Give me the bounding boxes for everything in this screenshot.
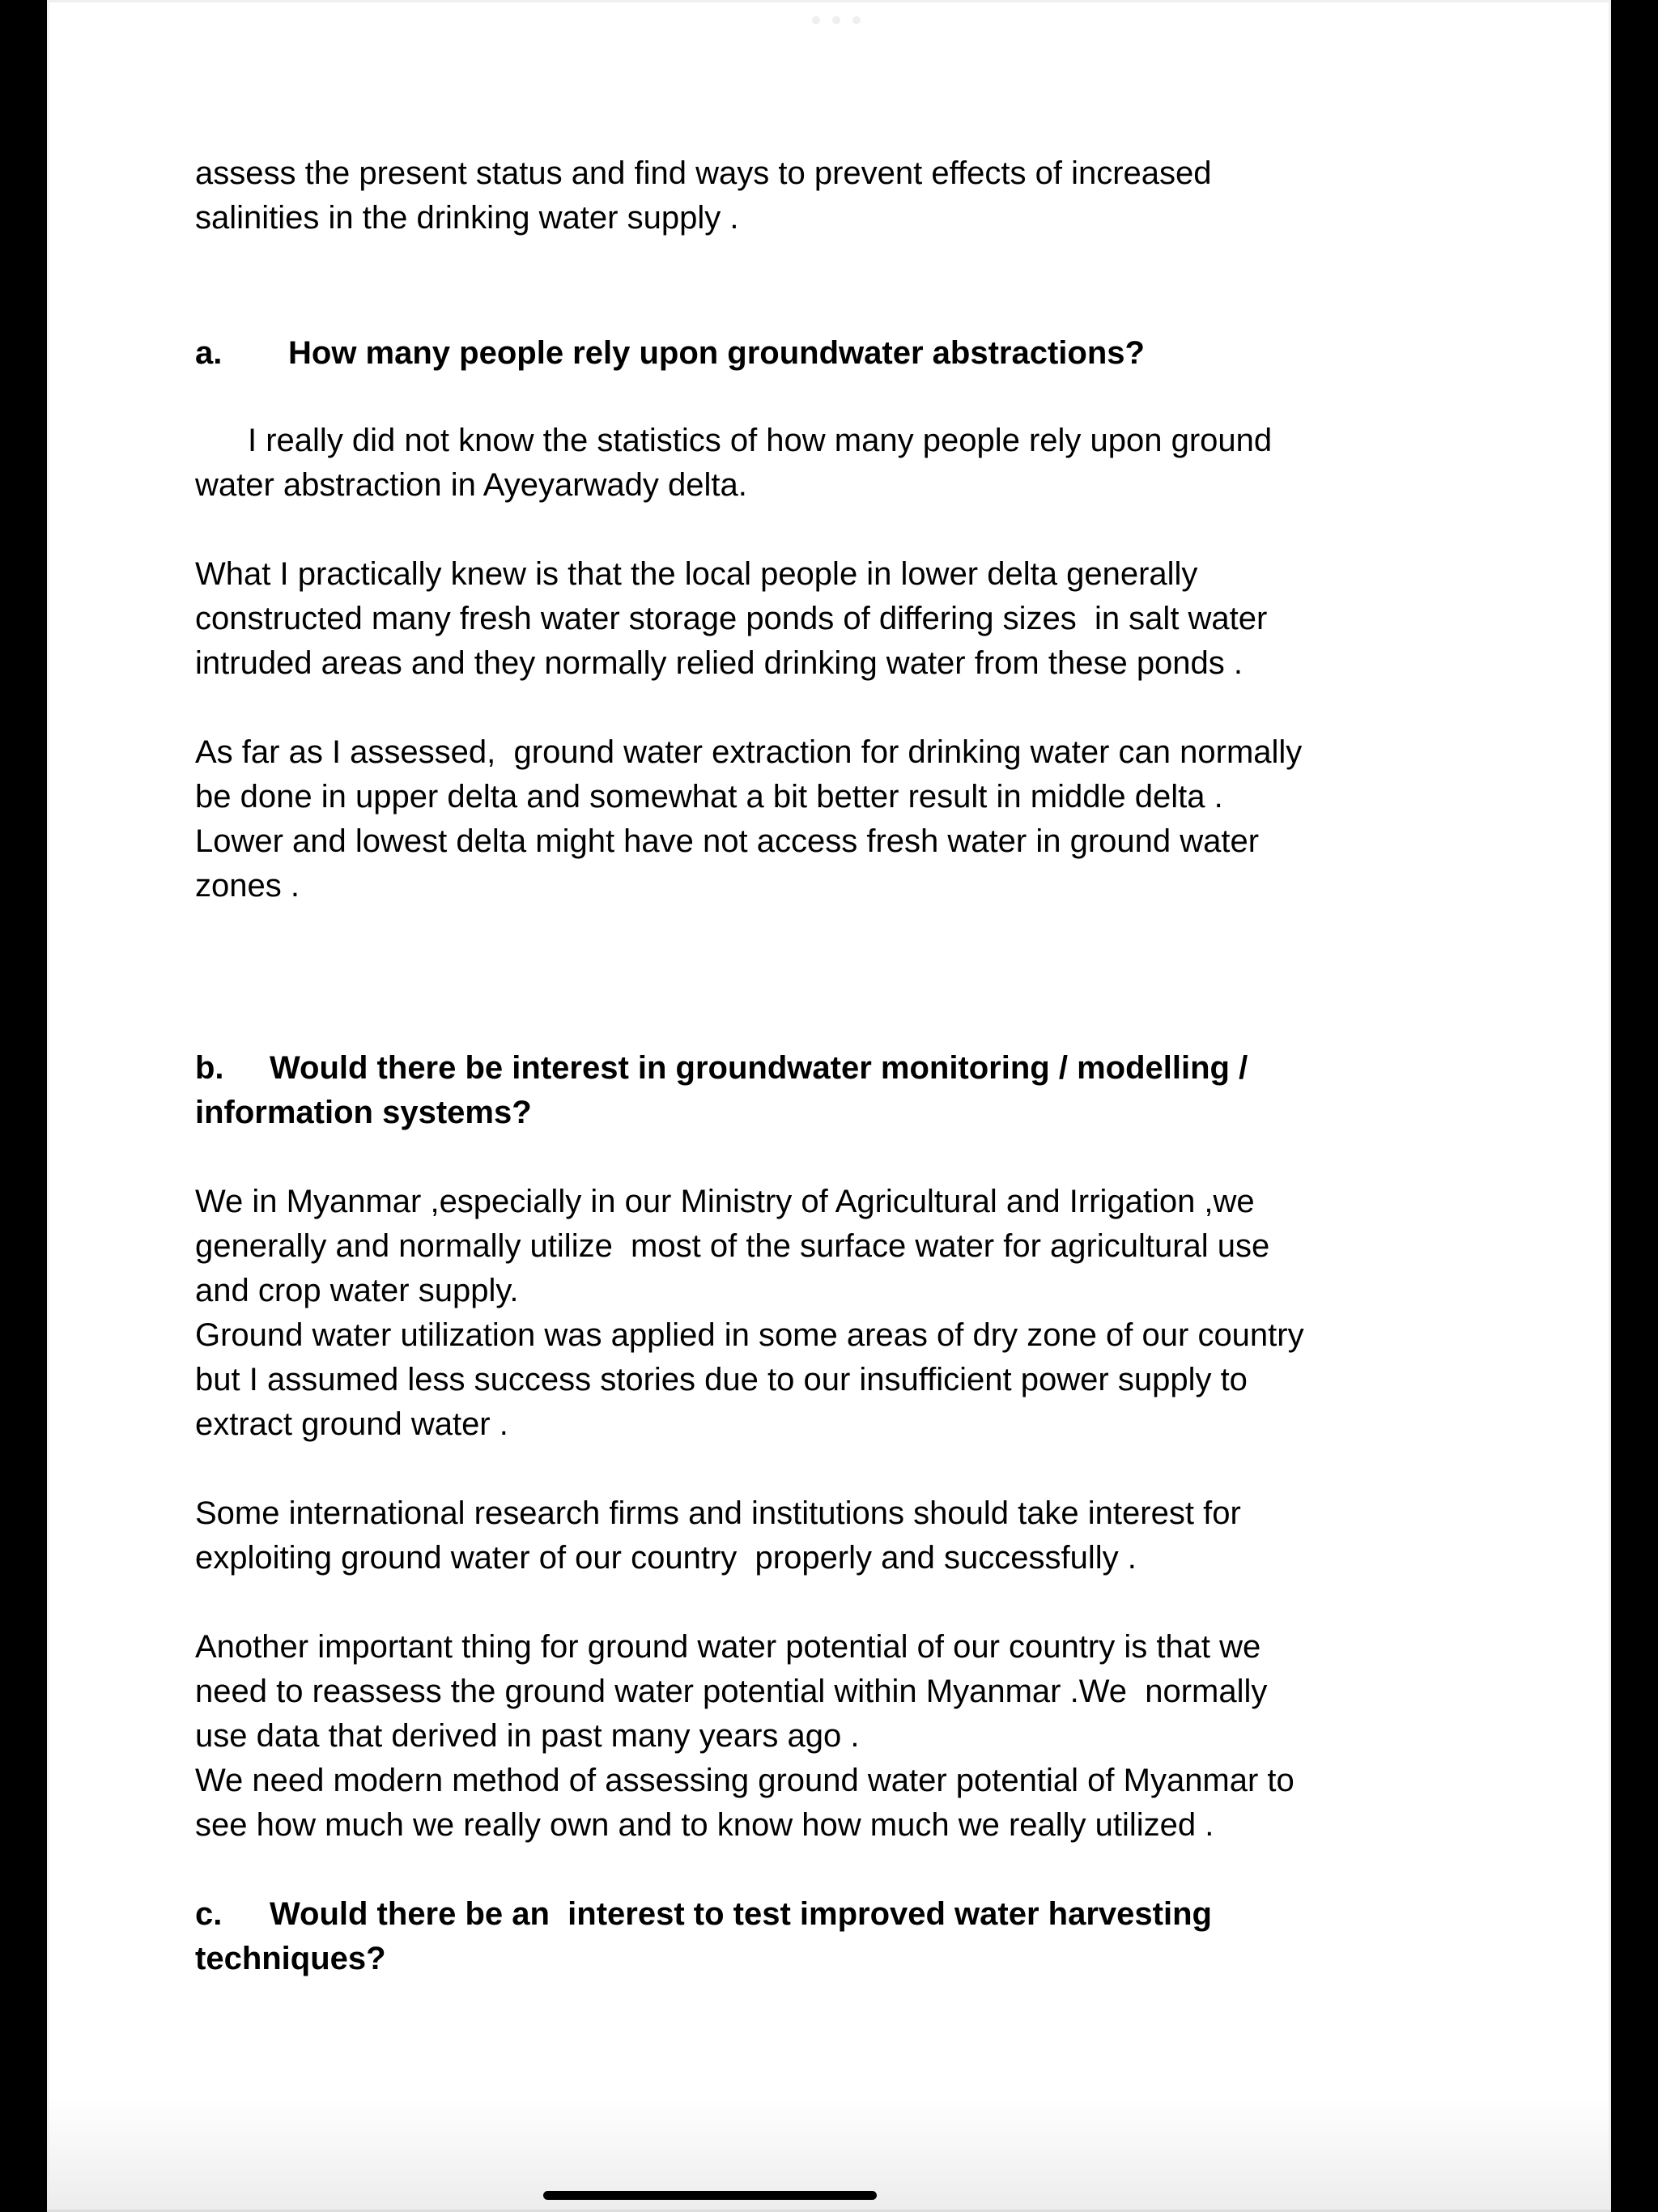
handle-dot-icon bbox=[812, 16, 820, 24]
section-a-heading bbox=[195, 331, 1588, 376]
handle-dot-icon bbox=[832, 16, 840, 24]
text-line: We need modern method of assessing ground water potential of Myanmar to bbox=[195, 1763, 1295, 1798]
text-line: exploiting ground water of our country properly and successfully . bbox=[195, 1540, 1137, 1576]
top-edge bbox=[47, 0, 1611, 2]
text-line: Some international research firms and institutions should take interest for bbox=[195, 1495, 1241, 1531]
multitasking-handle[interactable] bbox=[812, 16, 861, 24]
section-a-paragraph-2 bbox=[195, 552, 1588, 686]
handle-dot-icon bbox=[852, 16, 861, 24]
text-line: intruded areas and they normally relied drinking water from these ponds . bbox=[195, 645, 1244, 681]
document-page[interactable] bbox=[47, 0, 1611, 2212]
section-b-paragraph-2 bbox=[195, 1491, 1588, 1580]
text-line: but I assumed less success stories due to our insufficient power supply to bbox=[195, 1362, 1248, 1397]
section-marker: a. bbox=[195, 335, 223, 371]
text-line: and crop water supply. bbox=[195, 1273, 519, 1308]
text-line: use data that derived in past many years ago . bbox=[195, 1718, 860, 1754]
text-line: I really did not know the statistics of how many people rely upon ground bbox=[248, 423, 1273, 458]
text-line: see how much we really own and to know how much we really utilized . bbox=[195, 1807, 1214, 1843]
section-title: information systems? bbox=[195, 1095, 532, 1130]
section-title: Would there be interest in groundwater monitoring / modelling / bbox=[270, 1050, 1248, 1086]
section-c-heading bbox=[195, 1892, 1588, 1981]
text-line: salinities in the drinking water supply . bbox=[195, 200, 739, 236]
section-b-paragraph-3 bbox=[195, 1625, 1588, 1848]
text-line: What I practically knew is that the local people in lower delta generally bbox=[195, 556, 1198, 592]
text-line: be done in upper delta and somewhat a bit better result in middle delta . bbox=[195, 779, 1223, 815]
section-a-paragraph-1 bbox=[195, 419, 1588, 508]
text-line: generally and normally utilize most of the surface water for agricultural use bbox=[195, 1228, 1270, 1264]
intro-paragraph bbox=[195, 151, 1588, 240]
text-line: need to reassess the ground water potential within Myanmar .We normally bbox=[195, 1674, 1268, 1709]
section-a-paragraph-3 bbox=[195, 730, 1588, 908]
text-line: Ground water utilization was applied in some areas of dry zone of our country bbox=[195, 1317, 1304, 1353]
section-title: Would there be an interest to test improved water harvesting bbox=[270, 1896, 1212, 1932]
text-line: We in Myanmar ,especially in our Ministry of Agricultural and Irrigation ,we bbox=[195, 1184, 1255, 1219]
text-line: extract ground water . bbox=[195, 1406, 508, 1442]
text-line: assess the present status and find ways to prevent effects of increased bbox=[195, 155, 1212, 191]
left-page-edge bbox=[47, 0, 49, 2212]
text-line: Lower and lowest delta might have not access fresh water in ground water bbox=[195, 823, 1260, 859]
section-b-heading bbox=[195, 1046, 1588, 1135]
text-line: constructed many fresh water storage ponds of differing sizes in salt water bbox=[195, 601, 1268, 636]
text-line: As far as I assessed, ground water extraction for drinking water can normally bbox=[195, 734, 1303, 770]
section-marker: b. bbox=[195, 1050, 224, 1086]
right-page-edge bbox=[1609, 0, 1611, 2212]
section-title: techniques? bbox=[195, 1941, 386, 1976]
section-marker: c. bbox=[195, 1896, 223, 1932]
home-indicator[interactable] bbox=[543, 2191, 877, 2200]
section-title: How many people rely upon groundwater abstractions? bbox=[288, 335, 1145, 371]
text-line: zones . bbox=[195, 868, 300, 904]
text-line: water abstraction in Ayeyarwady delta. bbox=[195, 467, 747, 503]
text-line: Another important thing for ground water potential of our country is that we bbox=[195, 1629, 1261, 1665]
section-b-paragraph-1 bbox=[195, 1180, 1588, 1447]
